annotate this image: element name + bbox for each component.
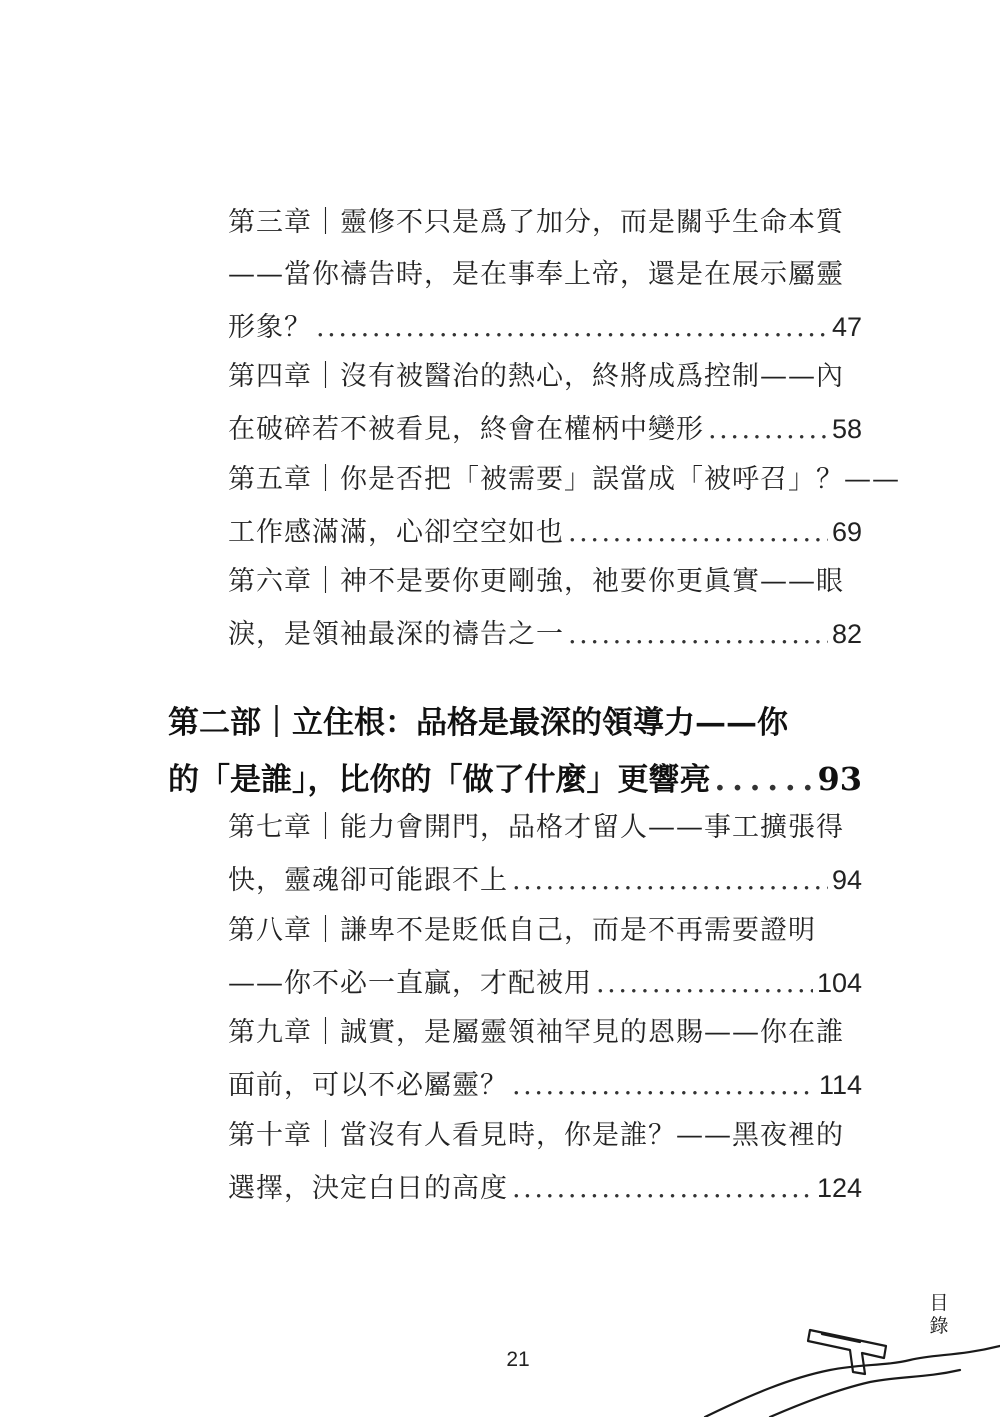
entry-line: 淚，是領袖最深的禱告之一 bbox=[228, 619, 564, 650]
page-ref: 58 bbox=[831, 414, 862, 444]
toc-entry-chapter-6[interactable] bbox=[228, 556, 862, 661]
part-last-line bbox=[168, 751, 862, 808]
section-label-char: 目 bbox=[929, 1292, 949, 1314]
entry-line: 第三章｜靈修不只是爲了加分，而是關乎生命本質 bbox=[228, 207, 844, 238]
entry-line: 第九章｜誠實，是屬靈領袖罕見的恩賜——你在誰 bbox=[228, 1017, 844, 1048]
entry-line: 第六章｜神不是要你更剛強，祂要你更眞實——眼 bbox=[228, 566, 844, 597]
entry-line: 第十章｜當沒有人看見時，你是誰？——黑夜裡的 bbox=[228, 1120, 844, 1151]
part-line: 第二部｜立住根：品格是最深的領導力——你 bbox=[168, 705, 788, 741]
page-ref: 114 bbox=[818, 1070, 862, 1100]
entry-last-line bbox=[228, 957, 862, 1010]
entry-last-line bbox=[228, 506, 862, 559]
page-ref: 104 bbox=[816, 968, 862, 998]
part-line: 的「是誰」，比你的「做了什麼」更響亮 bbox=[168, 762, 711, 798]
entry-line: ——當你禱告時，是在事奉上帝，還是在展示屬靈 bbox=[228, 259, 844, 290]
toc-entry-chapter-9[interactable] bbox=[228, 1007, 862, 1112]
entry-line: 第五章｜你是否把「被需要」誤當成「被呼召」？—— bbox=[228, 464, 900, 495]
page-ref: 82 bbox=[831, 619, 862, 649]
page-ref: 47 bbox=[831, 312, 862, 342]
entry-line: 選擇，決定白日的高度 bbox=[228, 1173, 508, 1204]
toc-part-2-heading[interactable] bbox=[168, 695, 862, 808]
page-ref: 93 bbox=[817, 760, 862, 798]
entry-line: 形象？ bbox=[228, 312, 312, 343]
entry-line: 第八章｜謙卑不是貶低自己，而是不再需要證明 bbox=[228, 915, 816, 946]
section-label-char: 錄 bbox=[929, 1315, 949, 1337]
entry-line: 第四章｜沒有被醫治的熱心，終將成爲控制——內 bbox=[228, 361, 844, 392]
leader-dots bbox=[316, 302, 828, 354]
entry-last-line bbox=[228, 854, 862, 907]
entry-line: 快，靈魂卻可能跟不上 bbox=[228, 865, 508, 896]
entry-last-line bbox=[228, 1162, 862, 1215]
page-number: 21 bbox=[506, 1348, 530, 1371]
toc-entry-chapter-4[interactable] bbox=[228, 351, 862, 456]
entry-line: 工作感滿滿，心卻空空如也 bbox=[228, 517, 564, 548]
entry-line: 面前，可以不必屬靈？ bbox=[228, 1070, 508, 1101]
entry-last-line bbox=[228, 1059, 862, 1112]
leader-dots bbox=[715, 752, 814, 808]
leader-dots bbox=[596, 958, 813, 1010]
leader-dots bbox=[512, 1163, 813, 1215]
page-ref: 69 bbox=[831, 517, 862, 547]
toc-entry-chapter-3[interactable] bbox=[228, 197, 862, 354]
entry-last-line bbox=[228, 608, 862, 661]
leader-dots bbox=[512, 1060, 815, 1112]
entry-line: ——你不必一直贏，才配被用 bbox=[228, 968, 592, 999]
entry-line: 在破碎若不被看見，終會在權柄中變形 bbox=[228, 414, 704, 445]
leader-dots bbox=[568, 507, 828, 559]
toc-entry-chapter-10[interactable] bbox=[228, 1110, 862, 1215]
leader-dots bbox=[512, 855, 828, 907]
toc-entry-chapter-8[interactable] bbox=[228, 905, 862, 1010]
page-ref: 124 bbox=[816, 1173, 862, 1203]
leader-dots bbox=[708, 404, 828, 456]
entry-last-line bbox=[228, 301, 862, 354]
toc-entry-chapter-7[interactable] bbox=[228, 802, 862, 907]
leader-dots bbox=[568, 609, 828, 661]
page-ref: 94 bbox=[831, 865, 862, 895]
entry-last-line bbox=[228, 403, 862, 456]
toc-entry-chapter-5[interactable] bbox=[228, 454, 900, 559]
entry-line: 第七章｜能力會開門，品格才留人——事工擴張得 bbox=[228, 812, 844, 843]
cross-hill-icon bbox=[660, 1300, 1000, 1417]
